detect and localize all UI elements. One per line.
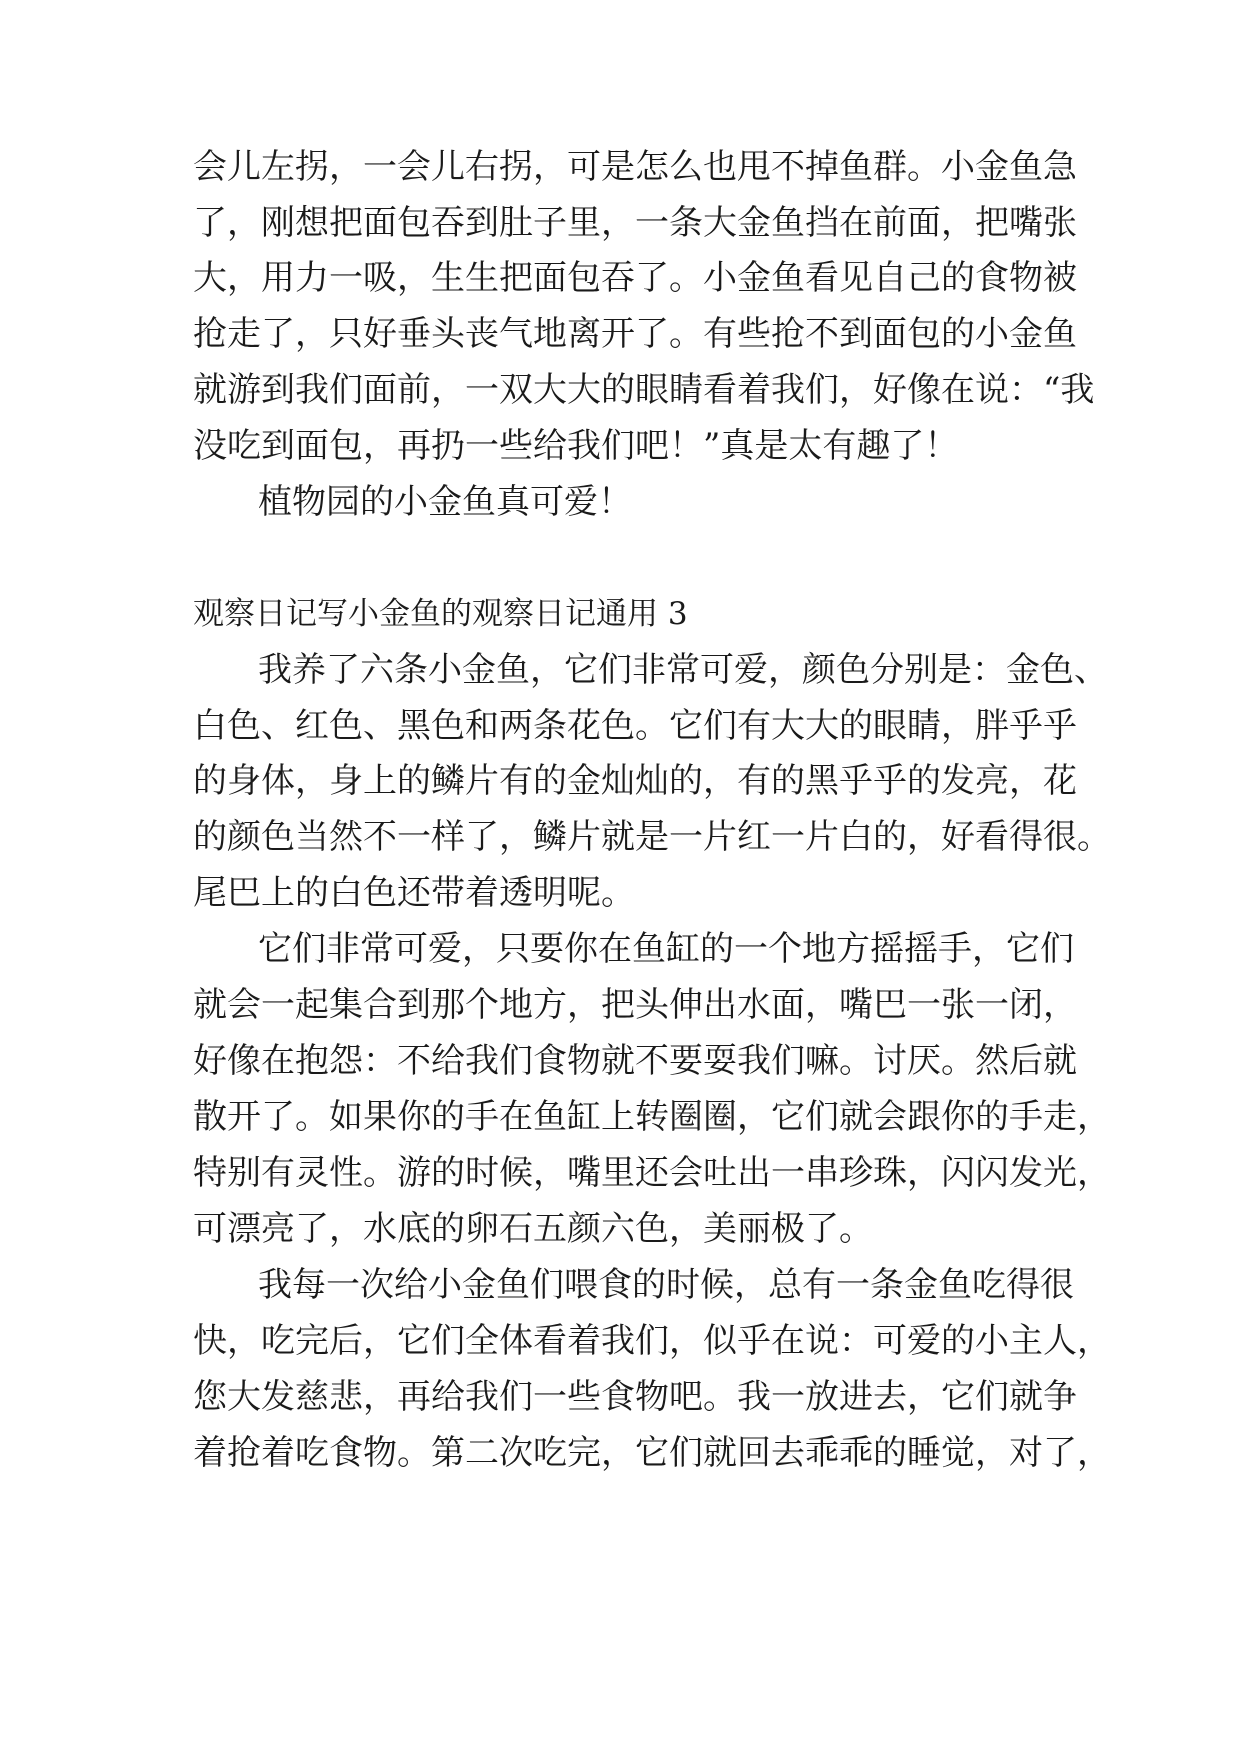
text-line: 植物园的小金鱼真可爱！: [258, 482, 632, 522]
text-line: 抢走了，只好垂头丧气地离开了。有些抢不到面包的小金鱼: [193, 314, 1077, 354]
text-line: 的颜色当然不一样了，鳞片就是一片红一片白的，好看得很。: [193, 817, 1111, 857]
text-line: 我养了六条小金鱼，它们非常可爱，颜色分别是：金色、: [258, 650, 1108, 690]
text-line: 可漂亮了，水底的卵石五颜六色，美丽极了。: [193, 1209, 873, 1249]
text-line: 就会一起集合到那个地方，把头伸出水面，嘴巴一张一闭，: [193, 985, 1077, 1025]
text-line: 好像在抱怨：不给我们食物就不要耍我们嘛。讨厌。然后就: [193, 1041, 1077, 1081]
text-line: 尾巴上的白色还带着透明呢。: [193, 873, 635, 913]
text-line: 您大发慈悲，再给我们一些食物吧。我一放进去，它们就争: [193, 1377, 1077, 1417]
text-line: 的身体，身上的鳞片有的金灿灿的，有的黑乎乎的发亮，花: [193, 761, 1077, 801]
text-line: 白色、红色、黑色和两条花色。它们有大大的眼睛，胖乎乎: [193, 706, 1077, 746]
text-line: 特别有灵性。游的时候，嘴里还会吐出一串珍珠，闪闪发光，: [193, 1153, 1111, 1193]
text-line: 会儿左拐，一会儿右拐，可是怎么也甩不掉鱼群。小金鱼急: [193, 147, 1077, 187]
section-heading: 观察日记写小金鱼的观察日记通用 3: [193, 596, 688, 632]
text-line: 了，刚想把面包吞到肚子里，一条大金鱼挡在前面，把嘴张: [193, 203, 1077, 243]
text-line: 散开了。如果你的手在鱼缸上转圈圈，它们就会跟你的手走，: [193, 1097, 1111, 1137]
text-line: 我每一次给小金鱼们喂食的时候，总有一条金鱼吃得很: [258, 1265, 1074, 1305]
text-line: 没吃到面包，再扔一些给我们吧！”真是太有趣了！: [193, 426, 959, 466]
text-line: 快，吃完后，它们全体看着我们，似乎在说：可爱的小主人，: [193, 1321, 1111, 1361]
text-line: 就游到我们面前，一双大大的眼睛看着我们，好像在说：“我: [193, 370, 1095, 410]
text-line: 大，用力一吸，生生把面包吞了。小金鱼看见自己的食物被: [193, 258, 1077, 298]
text-line: 着抢着吃食物。第二次吃完，它们就回去乖乖的睡觉，对了，: [193, 1433, 1111, 1473]
text-line: 它们非常可爱，只要你在鱼缸的一个地方摇摇手，它们: [258, 929, 1074, 969]
